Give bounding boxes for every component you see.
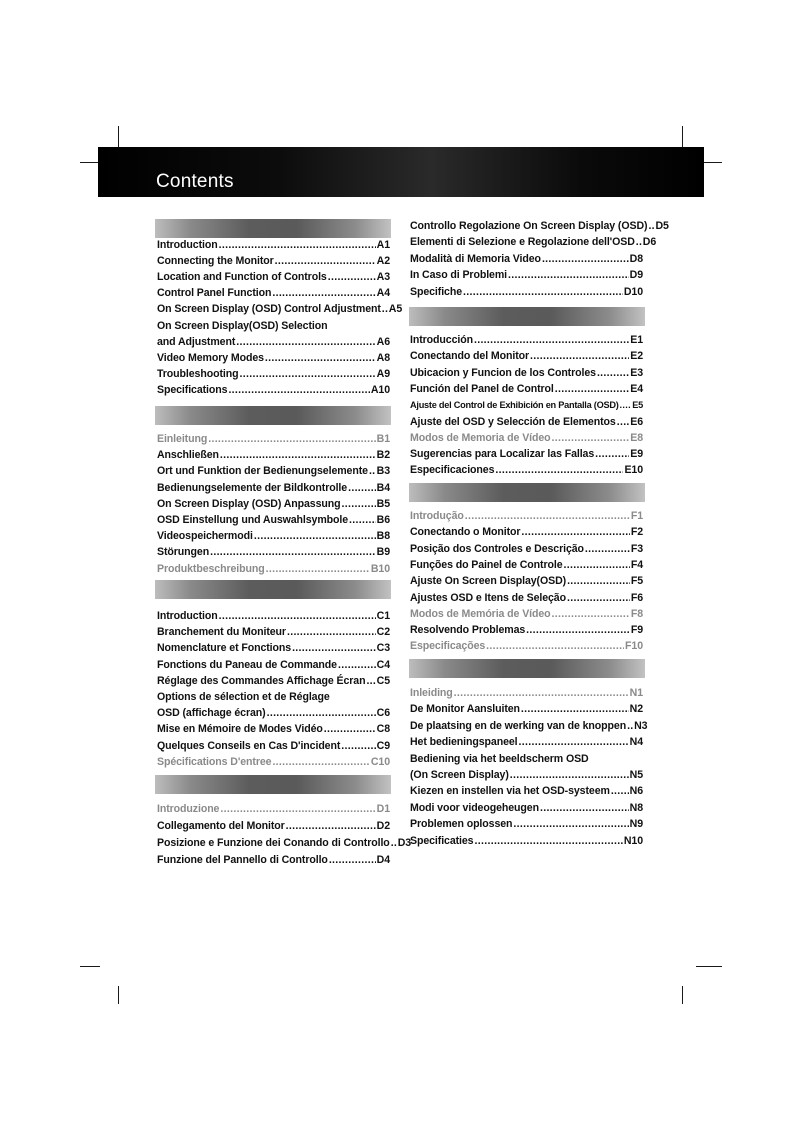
toc-entry [410,751,643,767]
toc-entry-title: Control Panel Function [157,287,272,300]
toc-page-number: F4 [630,558,643,571]
toc-dot-leader [542,251,629,267]
toc-dot-leader [530,348,629,364]
toc-entry [157,269,390,285]
toc-entry-title: Funções do Painel de Controle [410,558,563,571]
toc-dot-leader [338,657,376,673]
toc-page-number: D10 [623,285,643,298]
toc-entry [410,524,643,540]
toc-dot-leader [595,446,629,462]
toc-entry-title: On Screen Display (OSD) Anpassung [157,497,341,510]
toc-entry-title: OSD (affichage écran) [157,707,266,720]
toc-dot-leader [275,253,376,269]
toc-dot-leader [508,267,629,283]
toc-entry-title: Introduction [157,610,218,622]
toc-entry [410,218,669,234]
toc-entry [410,590,643,606]
toc-page-number: B4 [376,481,390,494]
toc-page-number: E9 [630,448,643,461]
toc-page-number: D4 [376,854,390,867]
toc-entry [410,800,643,816]
toc-page-number: N10 [623,834,643,847]
toc-entry-title: Anschließen [157,449,219,462]
toc-entry [410,284,643,300]
toc-dot-leader [348,480,376,496]
toc-dot-leader [463,284,623,300]
toc-entry-title: Especificaciones [410,464,495,477]
toc-dot-leader [454,685,629,701]
toc-entry [157,608,390,624]
toc-page-number: F6 [630,591,643,604]
toc-entry [410,718,648,734]
toc-entry-title: Función del Panel de Control [410,382,554,395]
toc-page-number: C3 [376,642,390,655]
toc-page-number: C4 [376,658,390,671]
toc-entry [157,721,390,737]
toc-page-number: C2 [376,626,390,639]
toc-entry [157,512,390,528]
toc-entry-title: Introdução [410,510,464,522]
toc-entry-title: Conectando del Monitor [410,350,530,363]
toc-entry [157,835,412,851]
toc-dot-leader [486,638,624,654]
toc-entry-title: Modos de Memória de Vídeo [410,607,551,620]
toc-page-number: B6 [376,514,390,526]
toc-dot-leader [521,524,629,540]
toc-dot-leader [219,237,376,253]
toc-page-number: A9 [376,367,390,380]
toc-entry-title: Mise en Mémoire de Modes Vidéo [157,723,323,736]
crop-mark [682,986,683,1004]
toc-entry [157,366,390,382]
toc-page-number: D2 [376,820,390,833]
toc-page-number: A8 [376,351,390,364]
toc-entry-title: Ajuste On Screen Display(OSD) [410,575,567,588]
toc-dot-leader [349,512,376,528]
toc-page-number: N5 [629,769,643,781]
toc-page-number: B10 [370,562,390,575]
toc-entry [410,348,643,364]
toc-entry-title: Elementi di Selezione e Regolazione dell'OSD [410,236,635,249]
toc-page-number: F9 [630,624,643,637]
toc-entry-title: Sugerencias para Localizar las Fallas [410,448,595,461]
toc-dot-leader [474,833,622,849]
toc-entry-title: Connecting the Monitor [157,255,274,268]
toc-page-number: B9 [376,546,390,559]
toc-entry-title: Introduzione [157,803,220,815]
toc-page-number: A3 [376,271,390,284]
toc-dot-leader [567,573,630,589]
toc-page-number: N6 [629,785,643,798]
toc-dot-leader [465,508,630,524]
toc-page-number: E3 [630,366,643,379]
toc-entry-title: Quelques Conseils en Cas D'incident [157,739,341,752]
toc-entry [410,638,643,654]
toc-entry-title: Specifications [157,383,228,396]
toc-entry [157,318,390,334]
toc-entry-title: Spécifications D'entree [157,755,272,768]
toc-entry [157,350,390,366]
toc-entry [410,685,643,701]
toc-entry [410,414,643,430]
toc-entry-title: Options de sélection et de Réglage [157,691,330,703]
toc-entry-title: Ajuste del OSD y Selección de Elementos [410,415,616,428]
toc-page-number: N2 [629,703,643,716]
toc-page-number: F10 [625,640,643,653]
toc-entry-title: Specificaties [410,834,474,847]
toc-entry [410,462,643,478]
toc-entry [157,285,390,301]
toc-dot-leader [287,624,376,640]
toc-entry [157,431,390,447]
toc-page-number: A5 [388,303,403,316]
toc-entry [157,852,390,868]
toc-dot-leader [648,218,654,234]
toc-dot-leader [239,366,375,382]
toc-page-number: E10 [624,464,643,477]
toc-dot-leader [540,800,629,816]
crop-mark [696,966,722,967]
toc-entry [410,622,643,638]
toc-entry [157,463,390,479]
toc-entry [410,381,643,397]
toc-entry-title: Modi voor videogeheugen [410,801,539,814]
toc-dot-leader [219,608,376,624]
section-band-portuguese [409,483,645,502]
toc-entry-title: (On Screen Display) [410,769,509,781]
toc-page-number: E2 [630,350,643,363]
toc-dot-leader [329,852,376,868]
toc-entry-title: Réglage des Commandes Affichage Écran [157,674,366,687]
toc-page-number: D9 [629,269,643,282]
toc-entry [157,657,390,673]
toc-dot-leader [510,767,629,783]
toc-dot-leader [208,431,375,447]
toc-entry [157,673,390,689]
toc-page-number: D1 [376,803,390,815]
toc-entry [410,508,643,524]
toc-entry [157,689,390,705]
toc-dot-leader [292,640,376,656]
toc-dot-leader [636,234,642,250]
toc-entry [157,253,390,269]
toc-entry-title: Videospeichermodi [157,530,253,543]
toc-page-number: D6 [642,236,657,249]
toc-entry-title: Video Memory Modes [157,351,264,364]
toc-dot-leader [220,447,376,463]
toc-entry [157,738,390,754]
toc-entry-title: and Adjustment [157,335,236,348]
toc-page-number: B8 [376,530,390,543]
toc-page-number: E4 [630,382,643,395]
toc-page-number: F2 [630,526,643,539]
toc-entry [410,557,643,573]
toc-page-number: F3 [630,542,643,555]
toc-page-number: A4 [376,287,390,300]
crop-mark [118,986,119,1004]
toc-entry [157,705,390,721]
toc-page-number: N3 [634,719,648,732]
toc-entry-title: Störungen [157,546,210,559]
title-bar [98,147,704,197]
toc-dot-leader [597,365,629,381]
toc-dot-leader [210,544,376,560]
toc-entry-title: Modos de Memoria de Vídeo [410,431,551,444]
toc-entry-title: Introducción [410,334,473,346]
toc-entry [410,783,643,799]
toc-entry [157,528,390,544]
toc-entry [157,544,390,560]
toc-dot-leader [521,701,629,717]
toc-page-number: D5 [655,220,669,232]
toc-entry [157,640,390,656]
toc-entry-title: Conectando o Monitor [410,526,521,539]
toc-entry-title: Fonctions du Paneau de Commande [157,658,337,671]
toc-entry-title: Problemen oplossen [410,818,513,831]
toc-dot-leader [611,783,629,799]
toc-page-number: N1 [629,687,643,699]
toc-entry-title: Bediening via het beeldscherm OSD [410,752,589,765]
toc-entry [157,480,390,496]
toc-entry [410,833,643,849]
toc-page-number: C8 [376,723,390,736]
toc-dot-leader [495,462,623,478]
toc-entry [157,237,390,253]
section-band-german [155,406,391,425]
toc-dot-leader [519,734,629,750]
toc-entry [410,430,643,446]
toc-entry [410,365,643,381]
toc-entry-title: Ubicacion y Funcion de los Controles [410,366,596,379]
toc-entry-title: Modalità di Memoria Video [410,252,541,265]
toc-entry [410,606,643,622]
toc-dot-leader [369,463,376,479]
toc-dot-leader [328,269,376,285]
toc-entry [410,573,643,589]
toc-page-number: E6 [630,415,643,428]
toc-dot-leader [220,801,375,817]
toc-entry-title: Especificações [410,640,486,653]
toc-entry-title: Location and Function of Controls [157,271,327,284]
toc-entry-title: Troubleshooting [157,367,239,380]
section-band-english [155,219,391,238]
toc-entry-title: In Caso di Problemi [410,269,507,282]
toc-entry-title: Funzione del Pannello di Controllo [157,854,328,867]
toc-entry-title: Produktbeschreibung [157,562,265,575]
toc-dot-leader [552,606,630,622]
toc-dot-leader [341,738,375,754]
toc-entry-title: Posizione e Funzione dei Conando di Controllo [157,837,390,850]
toc-entry-title: Het bedieningspaneel [410,736,518,749]
toc-entry [157,447,390,463]
toc-page-number: F8 [630,607,643,620]
toc-page-number: F1 [630,510,643,522]
toc-entry-title: Inleiding [410,687,453,699]
toc-page-number: N8 [629,801,643,814]
toc-dot-leader [567,590,630,606]
toc-entry [410,251,643,267]
toc-page-number: C6 [376,707,390,720]
toc-page-number: A1 [376,239,390,251]
toc-entry [410,701,643,717]
toc-entry [157,818,390,834]
toc-entry-title: Einleitung [157,433,208,445]
toc-entry-title: Ort und Funktion der Bedienungselemente [157,465,368,478]
toc-page-number: B5 [376,497,390,510]
toc-entry [410,332,643,348]
toc-page-number: B1 [376,433,390,445]
section-band-dutch [409,659,645,678]
toc-entry-title: On Screen Display (OSD) Control Adjustment [157,303,381,316]
toc-entry [410,541,643,557]
toc-entry-title: Bedienungselemente der Bildkontrolle [157,481,348,494]
toc-entry [410,267,643,283]
toc-entry [410,734,643,750]
toc-page-number: A10 [370,383,390,396]
toc-dot-leader [265,350,376,366]
toc-entry [157,561,390,577]
toc-dot-leader [324,721,376,737]
toc-entry [157,754,390,770]
toc-page-number: A2 [376,255,390,268]
toc-entry-title: OSD Einstellung und Auswahlsymbole [157,514,349,526]
toc-dot-leader [564,557,630,573]
toc-dot-leader [272,754,369,770]
toc-dot-leader [267,705,376,721]
toc-dot-leader [286,818,376,834]
toc-page-number: E8 [630,431,643,444]
toc-entry-title: Collegamento del Monitor [157,820,285,833]
toc-dot-leader [526,622,630,638]
toc-entry-title: Introduction [157,239,218,251]
toc-page-number: A6 [376,335,390,348]
toc-page-number: C9 [376,739,390,752]
toc-entry [410,446,643,462]
toc-page-number: E5 [632,400,643,411]
toc-dot-leader [342,496,376,512]
toc-dot-leader [382,301,388,317]
toc-page-number: N4 [629,736,643,749]
toc-entry [157,334,390,350]
toc-dot-leader [513,816,628,832]
page-title: Contents [156,171,234,192]
toc-dot-leader [585,541,630,557]
toc-page-number: C1 [376,610,390,622]
toc-entry-title: Kiezen en instellen via het OSD-systeem [410,785,610,798]
toc-entry-title: Resolvendo Problemas [410,624,526,637]
toc-dot-leader [620,397,632,413]
toc-entry [157,382,390,398]
toc-entry [410,816,643,832]
crop-mark [702,162,722,163]
section-band-french [155,580,391,599]
toc-entry-title: Specifiche [410,285,462,298]
toc-dot-leader [391,835,397,851]
toc-page-number: F5 [630,575,643,588]
toc-entry-title: De plaatsing en de werking van de knoppen [410,719,627,732]
toc-dot-leader [272,285,375,301]
toc-page-number: E1 [630,334,643,346]
toc-dot-leader [474,332,629,348]
toc-entry-title: Branchement du Moniteur [157,626,286,639]
toc-dot-leader [366,673,375,689]
toc-entry [410,767,643,783]
toc-entry-title: Nomenclature et Fonctions [157,642,292,655]
crop-mark [80,162,100,163]
toc-page-number: D3 [397,837,412,850]
toc-page-number: C5 [376,674,390,687]
toc-dot-leader [254,528,376,544]
toc-entry [410,397,643,413]
toc-entry-title: De Monitor Aansluiten [410,703,520,716]
toc-entry-title: On Screen Display(OSD) Selection [157,319,328,332]
section-band-italian [155,775,391,794]
toc-entry-title: Ajuste del Control de Exhibición en Pantalla (OSD) [410,400,619,411]
crop-mark [80,966,100,967]
toc-entry [157,496,390,512]
section-band-spanish [409,307,645,326]
toc-dot-leader [228,382,369,398]
toc-dot-leader [555,381,629,397]
toc-entry [410,234,657,250]
toc-entry-title: Controllo Regolazione On Screen Display (OSD) [410,220,648,232]
toc-dot-leader [266,561,370,577]
toc-entry [157,624,390,640]
toc-entry-title: Posição dos Controles e Descrição [410,542,584,555]
toc-entry [157,301,403,317]
toc-page-number: B3 [376,465,390,478]
toc-page-number: B2 [376,449,390,462]
toc-page-number: N9 [629,818,643,831]
toc-entry [157,801,390,817]
toc-dot-leader [236,334,375,350]
toc-page-number: C10 [370,755,390,768]
toc-page-number: D8 [629,252,643,265]
toc-dot-leader [627,718,633,734]
toc-dot-leader [617,414,630,430]
toc-entry-title: Ajustes OSD e Itens de Seleção [410,591,566,604]
toc-dot-leader [552,430,630,446]
